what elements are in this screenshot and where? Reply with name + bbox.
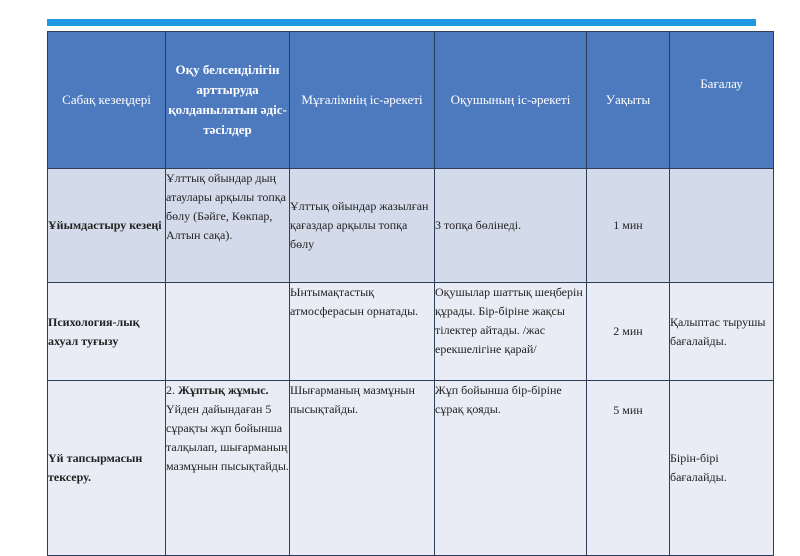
student-action-cell: Жұп бойынша бір-біріне сұрақ қояды.: [435, 381, 587, 556]
assessment-cell: Бірін-бірі бағалайды.: [670, 381, 774, 556]
header-methods: Оқу белсенділігін арттыруда қолданылатын әдіс-тәсілдер: [166, 32, 290, 169]
table-row: [48, 283, 774, 381]
stage-cell: Ұйымдастыру кезеңі: [48, 169, 166, 283]
lesson-plan-table: [47, 31, 774, 556]
stage-cell: Үй тапсырмасын тексеру.: [48, 381, 166, 556]
methods-cell: [166, 381, 290, 556]
time-cell: 2 мин: [587, 283, 670, 381]
header-student: Оқушының іс-әрекеті: [435, 32, 587, 169]
teacher-action-cell: Ұлттық ойындар жазылған қағаздар арқылы топқа бөлу: [290, 169, 435, 283]
methods-cell: [166, 283, 290, 381]
time-cell: 5 мин: [587, 381, 670, 556]
header-time: Уақыты: [587, 32, 670, 169]
methods-title: Жұптық жұмыс.: [178, 383, 269, 397]
header-assessment: Бағалау: [670, 32, 774, 169]
stage-cell: Психология-лық ахуал туғызу: [48, 283, 166, 381]
methods-cell: Ұлттық ойындар дың атаулары арқылы топқа бөлу (Бәйге, Көкпар, Алтын сақа).: [166, 169, 290, 283]
teacher-action-cell: Шығарманың мазмұнын пысықтайды.: [290, 381, 435, 556]
methods-body: Үйден дайындаған 5 сұрақты жұп бойынша талқылап, шығарманың мазмұнын пысықтайды.: [166, 402, 289, 473]
assessment-cell: [670, 169, 774, 283]
top-accent-bar: [47, 19, 756, 26]
student-action-cell: Оқушылар шаттық шеңберін құрады. Бір-біріне жақсы тілектер айтады. /жас ерекшелігіне қарай/: [435, 283, 587, 381]
header-row: [48, 32, 774, 169]
time-cell: 1 мин: [587, 169, 670, 283]
table-row: [48, 381, 774, 556]
student-action-cell: 3 топқа бөлінеді.: [435, 169, 587, 283]
assessment-cell: Қалыптас тырушы бағалайды.: [670, 283, 774, 381]
teacher-action-cell: Ынтымақтастық атмосферасын орнатады.: [290, 283, 435, 381]
header-stage: Сабақ кезеңдері: [48, 32, 166, 169]
header-teacher: Мұғалімнің іс-әрекеті: [290, 32, 435, 169]
table-row: [48, 169, 774, 283]
methods-number: 2.: [166, 383, 178, 397]
